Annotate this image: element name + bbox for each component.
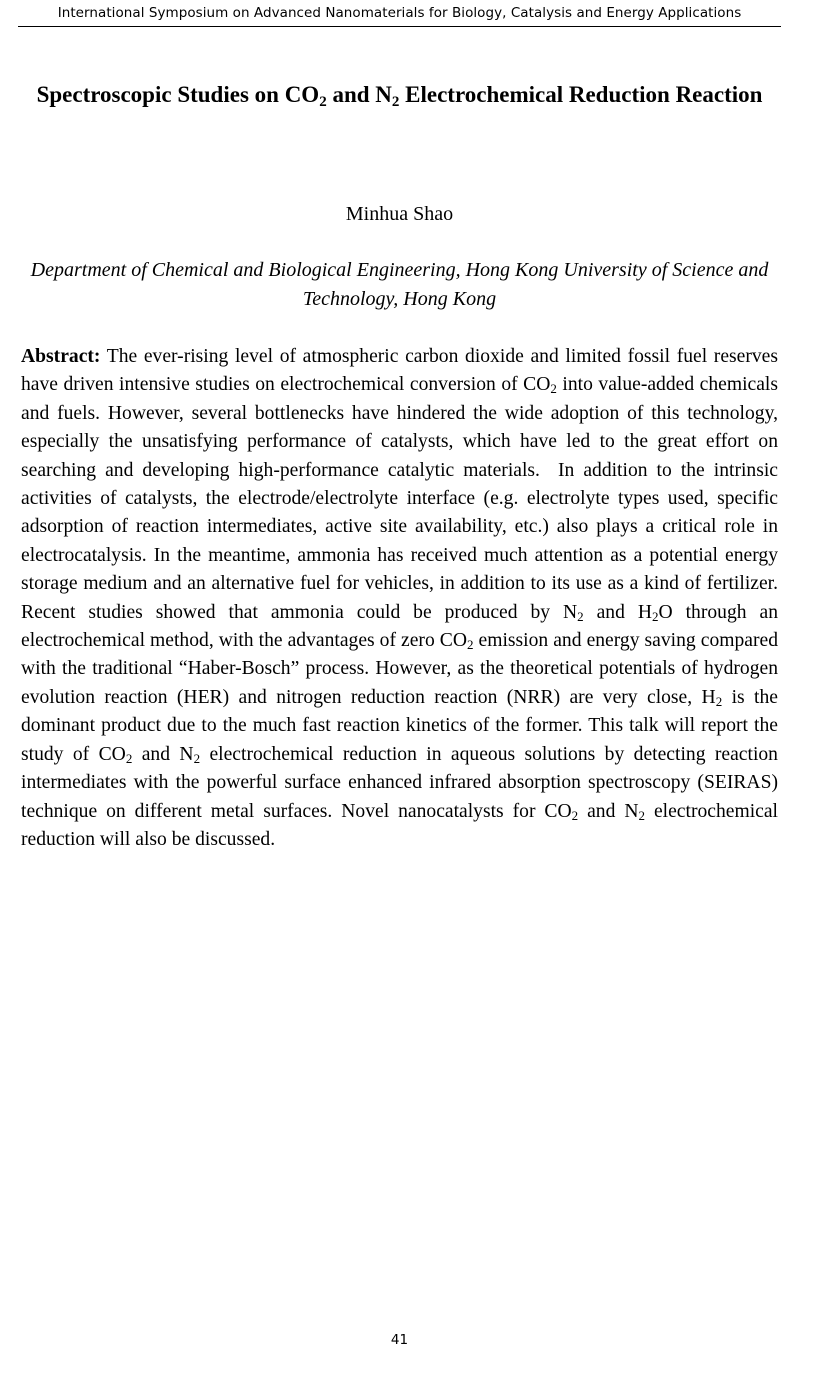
subscript: 2 <box>715 693 723 709</box>
abstract-text: The ever-rising level of atmospheric carbon dioxide and limited fossil fuel reserves have driven intensive studies on electrochemical conversion of CO <box>21 346 778 396</box>
abstract-text: O through an electrochemical method, with the advantages of zero CO <box>21 601 778 652</box>
subscript: 2 <box>467 637 474 653</box>
author-affiliation: Department of Chemical and Biological Engineering, Hong Kong University of Science and Technology, Hong Kong <box>30 259 769 310</box>
abstract-paragraph <box>21 343 778 854</box>
subscript: 2 <box>638 807 646 823</box>
title-subscript: 2 <box>391 94 400 110</box>
abstract-text: into value-added chemicals and fuels. However, several bottlenecks have hindered the wide adoption of this technology, especially the unsatisfying performance of catalysts, which have led to the great effort on searching and developing high-performance catalytic materials. In addition to the intrinsic activities of catalysts, the electrode/electrolyte interface (e.g. electrolyte types used, specific adsorption of reaction intermediates, active site availability, etc.) also plays a critical role in electrocatalysis. In the meantime, ammonia has received much attention as a potential energy storage medium and an alternative fuel for vehicles, in addition to its use as a kind of fertilizer. Recent studies showed that ammonia could be produced by N <box>21 374 778 623</box>
page-number: 41 <box>390 1332 409 1348</box>
paper-title <box>20 66 779 123</box>
subscript: 2 <box>125 750 133 766</box>
subscript: 2 <box>652 608 659 624</box>
abstract-text: and N <box>132 743 194 765</box>
subscript: 2 <box>550 381 557 397</box>
author-name: Minhua Shao <box>345 203 454 225</box>
abstract-text: and H <box>583 601 652 623</box>
subscript: 2 <box>571 807 579 823</box>
title-text: Electrochemical Reduction Reaction <box>399 82 763 107</box>
abstract-text: electrochemical reduction will also be discussed. <box>21 800 778 850</box>
running-header-text: International Symposium on Advanced Nanomaterials for Biology, Catalysis and Energy Applications <box>57 5 742 21</box>
abstract-text: is the dominant product due to the much fast reaction kinetics of the former. This talk will report the study of CO <box>21 686 778 765</box>
running-header <box>18 0 781 27</box>
title-subscript: 2 <box>319 94 327 110</box>
abstract-text: electrochemical reduction in aqueous solutions by detecting reaction intermediates with the powerful surface enhanced infrared absorption spectroscopy (SEIRAS) technique on different metal surfaces. Novel nanocatalysts for CO <box>21 743 778 822</box>
title-text: and N <box>326 82 392 107</box>
abstract-label: Abstract: <box>21 346 101 367</box>
subscript: 2 <box>193 750 201 766</box>
subscript: 2 <box>577 608 584 624</box>
title-text: Spectroscopic Studies on CO <box>36 82 320 107</box>
abstract-text: emission and energy saving compared with the traditional “Haber-Bosch” process. However, as the theoretical potentials of hydrogen evolution reaction (HER) and nitrogen reduction reaction (NRR) are very close, H <box>21 630 778 708</box>
abstract-text: and N <box>578 800 639 822</box>
